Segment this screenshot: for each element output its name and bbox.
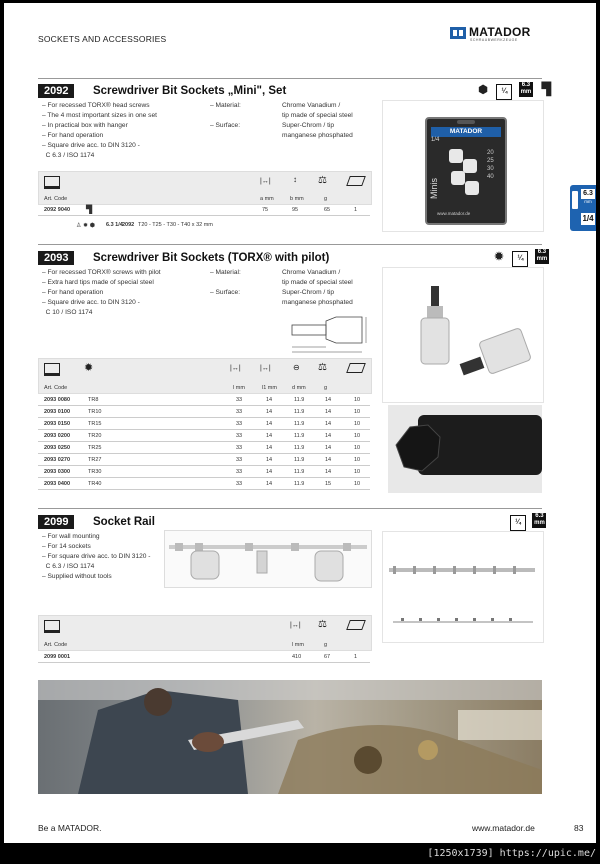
cell-l1: 14 [266,445,273,451]
cell-qty: 10 [354,457,361,463]
cell-g: 65 [324,207,331,213]
product-image-2093 [382,267,544,403]
bullet: – In practical box with hanger [42,122,128,129]
side-tab-size: 6.3 [581,189,595,199]
table-row [38,466,370,478]
hanger-icon: ▜ [541,82,551,96]
cell-l1: 14 [266,421,273,427]
scale-icon: ⚖ [318,362,327,373]
product-header-2093 [38,248,329,266]
material-label: – Material: [210,102,241,109]
bullet: C 10 / ISO 1174 [45,309,93,316]
cell-l: 33 [236,469,243,475]
footer-slogan: Be a MATADOR. [38,823,102,833]
cell-d: 11.9 [294,397,305,403]
length-arrow-icon: |↔| [230,365,241,372]
table-2092 [38,171,370,233]
pack-brand: MATADOR [431,127,501,137]
material-value: Chrome Vanadium / tip made of special steel [282,102,353,119]
product-image-2099 [382,531,544,643]
cell-d: 11.9 [294,457,305,463]
table-row [38,394,370,406]
cell-b: 95 [292,207,299,213]
mechanic-photo [38,680,542,794]
product-badges [474,80,553,100]
cell-qty: 10 [354,409,361,415]
table-row [38,478,370,490]
cell-size: TR30 [88,469,102,475]
column-label: Art. Code [44,196,68,202]
cell-l1: 14 [266,457,273,463]
width-arrow-icon: |↔| [260,178,271,185]
cell-l1: 14 [266,397,273,403]
cell-g: 14 [325,421,332,427]
table-row [38,418,370,430]
cell-g: 14 [325,397,332,403]
bullet: – For recessed TORX® head screws [42,102,150,109]
laptop-icon [44,363,60,376]
table-row [38,651,370,663]
content-row [66,219,370,231]
socket-photo [383,268,543,402]
column-a: a mm [260,196,274,202]
cell-d: 11.9 [294,433,305,439]
art-code: 2093 0250 [44,445,70,451]
watermark-text: [1250x1739] https://upic.me/ [427,848,596,859]
table-row [38,430,370,442]
cell-g: 14 [325,409,332,415]
cell-d: 11.9 [294,445,305,451]
table-row [38,454,370,466]
size-63-badge: 6.3 mm [520,82,532,95]
technical-drawing [290,307,372,355]
surface-label: – Surface: [210,122,241,129]
blister-pack [425,117,507,225]
height-arrow-icon: ↕ [293,175,297,184]
art-code: 2093 0150 [44,421,70,427]
drive-quarter-badge: ¼ [510,515,526,531]
bullet: – The 4 most important sizes in one set [42,112,157,119]
column-d: d mm [292,385,306,391]
section-title: SOCKETS AND ACCESSORIES [38,34,167,44]
cell-g: 15 [325,481,332,487]
column-label: Art. Code [44,642,68,648]
product-title: Socket Rail [92,516,155,528]
cell-size: TR20 [88,433,102,439]
product-number: 2092 [38,84,74,98]
cell-qty: 10 [354,421,361,427]
cell-g: 14 [325,433,332,439]
drive-quarter-badge: ¼ [496,84,512,100]
bullet: – For wall mounting [42,533,100,540]
length-arrow-icon: |↔| [290,622,301,629]
cell-d: 11.9 [294,469,305,475]
bullet: C 6.3 / ISO 1174 [45,152,95,159]
torx-closeup-image [388,405,542,493]
torx-icon: ✹ [494,251,504,263]
surface-value: Super-Chrom / tip manganese phosphated [282,289,353,306]
table-2099 [38,615,370,663]
cell-qty: 10 [354,481,361,487]
material-value: Chrome Vanadium / tip made of special steel [282,269,353,286]
scale-icon: ⚖ [318,619,327,630]
bullet-list [42,532,172,582]
cell-d: 11.9 [294,481,305,487]
pack-url: www.matador.de [437,211,471,216]
bullet: C 6.3 / ISO 1174 [45,563,95,570]
art-code: 2099 0001 [44,654,70,660]
surface-value: Super-Chrom / tip manganese phosphated [282,122,353,139]
table-2093 [38,358,370,494]
length1-arrow-icon: |↔| [260,365,271,372]
art-code: 2092 9040 [44,207,70,213]
drive-quarter-badge: ¼ [512,251,528,267]
cell-qty: 10 [354,397,361,403]
cell-qty: 10 [354,445,361,451]
cell-l: 33 [236,433,243,439]
art-code: 2093 0200 [44,433,70,439]
brand-logo [450,25,550,43]
product-badges [508,511,546,531]
cell-qty: 1 [354,654,358,660]
cell-l: 33 [236,421,243,427]
product-number: 2093 [38,251,74,265]
bullet: – For recessed TORX® screws with pilot [42,269,161,276]
product-title: Screwdriver Bit Sockets (TORX® with pilot) [92,252,330,264]
scale-icon: ⚖ [318,175,327,186]
size-63-badge: 6.3 mm [534,513,545,526]
art-code: 2093 0270 [44,457,70,463]
cell-l: 33 [236,445,243,451]
socket-rail-photo [383,532,543,642]
table-row [38,406,370,418]
bullet-list [42,101,212,161]
bullet: – Supplied without tools [42,573,112,580]
table-row [38,442,370,454]
socket-image [451,171,465,185]
diameter-icon: ⊖ [293,363,300,372]
cell-d: 11.9 [294,409,305,415]
cell-g: 14 [325,445,332,451]
bullet: – For hand operation [42,132,104,139]
column-g: g [324,196,328,202]
content-code: 2092 [122,222,135,228]
side-tab [570,185,596,231]
pack-sizes: 20 25 30 40 [487,150,494,180]
watermark-bar [0,846,600,864]
cell-qty: 10 [354,433,361,439]
material-label: – Material: [210,269,241,276]
hanger-hole [457,120,475,124]
cell-l1: 14 [266,481,273,487]
bullet: – For square drive acc. to DIN 3120 - [42,553,151,560]
pack-frac: 1/4 [431,137,440,143]
cell-size: TR40 [88,481,102,487]
divider [38,244,542,245]
socket-image [463,159,477,173]
divider [38,508,542,509]
wrench-icon [572,191,578,209]
content-text: T20 - T25 - T30 - T40 x 32 mm [138,222,213,228]
laptop-icon [44,176,60,189]
column-label: Art. Code [44,385,68,391]
cell-l1: 14 [266,433,273,439]
art-code: 2093 0100 [44,409,70,415]
laptop-icon [44,620,60,633]
brand-sub: SCHRAUBWERKZEUGE [470,38,518,42]
product-number: 2099 [38,515,74,529]
cell-size: TR25 [88,445,102,451]
divider [38,78,542,79]
product-title: Screwdriver Bit Sockets „Mini", Set [92,85,287,97]
cell-qty: 10 [354,469,361,475]
side-tab-frac: 1/4 [582,214,594,223]
product-header-2099 [38,512,155,530]
bullet: – For 14 sockets [42,543,91,550]
side-tab-unit: mm [584,199,592,204]
cell-l: 33 [236,481,243,487]
cell-l1: 14 [266,469,273,475]
cell-l: 33 [236,409,243,415]
cell-size: TR15 [88,421,102,427]
art-code: 2093 0400 [44,481,70,487]
column-l: l mm [233,385,245,391]
catalog-page [4,3,596,843]
hanger-icon: ▜ [86,205,93,214]
product-image-2092 [382,100,544,232]
hex-icon: ⬢ [478,84,488,96]
bullet: – For hand operation [42,289,104,296]
socket-image [465,181,479,195]
column-l: l mm [292,642,304,648]
cell-g: 67 [324,654,331,660]
art-code: 2093 0300 [44,469,70,475]
column-g: g [324,385,328,391]
bullet: – Square drive acc. to DIN 3120 - [42,142,140,149]
bullet-list [42,268,212,318]
bullet: – Extra hard tips made of special steel [42,279,154,286]
cell-d: 11.9 [294,421,305,427]
rail-closeup-image [164,530,372,588]
cell-size: TR8 [88,397,99,403]
cell-l: 33 [236,397,243,403]
surface-label: – Surface: [210,289,241,296]
cell-g: 14 [325,469,332,475]
torx-icon: ✹ [84,362,94,374]
table-row [38,204,370,216]
cell-l: 410 [292,654,302,660]
column-b: b mm [290,196,304,202]
pack-label: Minis [429,177,439,199]
footer-url[interactable]: www.matador.de [472,823,535,833]
cell-l: 33 [236,457,243,463]
cell-size: TR27 [88,457,102,463]
column-l1: l1 mm [262,385,277,391]
content-badges: 6.3 1/4 [106,222,123,228]
cell-a: 75 [262,207,269,213]
socket-image [449,149,463,163]
tool-icon: ♙ ✹ ⬢ [76,223,95,229]
art-code: 2093 0080 [44,397,70,403]
product-badges [490,247,549,267]
cell-l1: 14 [266,409,273,415]
bullet: – Square drive acc. to DIN 3120 - [42,299,140,306]
cell-qty: 1 [354,207,358,213]
product-header-2092 [38,81,286,99]
cell-size: TR10 [88,409,102,415]
column-g: g [324,642,328,648]
logo-mark-icon [450,27,466,39]
cell-g: 14 [325,457,332,463]
page-number: 83 [574,823,584,833]
size-63-badge: 6.3 mm [536,249,548,262]
brand-name: MATADOR [469,25,531,39]
